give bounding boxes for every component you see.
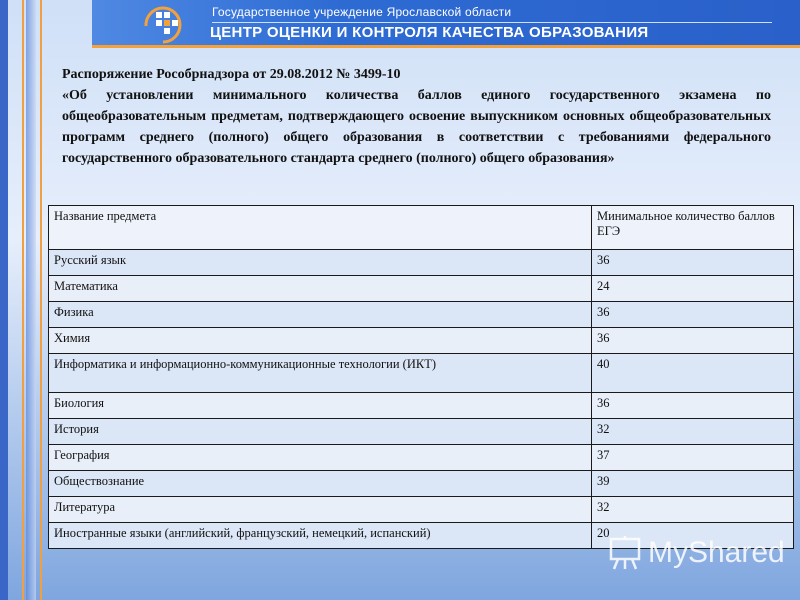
score-cell: 24: [592, 276, 794, 302]
score-cell: 32: [592, 497, 794, 523]
table-row: [49, 328, 794, 354]
left-decor-line-2: [40, 0, 42, 600]
watermark: [608, 535, 785, 571]
header-subject: Название предмета: [49, 206, 592, 250]
order-title: Распоряжение Рособрнадзора от 29.08.2012 № 3499-10: [62, 67, 401, 82]
table-row: [49, 471, 794, 497]
header-min-score: Минимальное количество баллов ЕГЭ: [592, 206, 794, 250]
score-cell: 20: [592, 523, 794, 549]
org-line: Государственное учреждение Ярославской области: [212, 5, 512, 19]
subject-cell: Биология: [49, 393, 592, 419]
score-cell: 36: [592, 328, 794, 354]
score-cell: 39: [592, 471, 794, 497]
table-row: [49, 354, 794, 393]
subject-cell: Химия: [49, 328, 592, 354]
subject-cell: Обществознание: [49, 471, 592, 497]
min-scores-table: [48, 205, 794, 549]
table-row: [49, 250, 794, 276]
subject-cell: История: [49, 419, 592, 445]
subject-cell: Информатика и информационно-коммуникационные технологии (ИКТ): [49, 354, 592, 393]
subject-cell: Русский язык: [49, 250, 592, 276]
org-logo-icon: [142, 4, 184, 44]
score-cell: 32: [592, 419, 794, 445]
table-header-row: [49, 206, 794, 250]
banner-divider: [212, 22, 772, 23]
score-cell: 37: [592, 445, 794, 471]
score-cell: 40: [592, 354, 794, 393]
subject-cell: Физика: [49, 302, 592, 328]
order-subject: «Об установлении минимального количества баллов единого государственного экзамена по общеобразовательным предметам, подтверждающего освоение выпускником основных общеобразовательных программ среднего (полного) общего образования в соответствии с требованиями федерального государственного образовательного стандарта среднего (полного) общего образования»: [62, 88, 771, 166]
table-row: [49, 497, 794, 523]
table-row: [49, 302, 794, 328]
table-row: [49, 393, 794, 419]
left-decor-bar: [0, 0, 8, 600]
banner-accent-line: [92, 45, 800, 48]
watermark-text: MyShared: [648, 536, 785, 569]
table-row: [49, 276, 794, 302]
presentation-board-icon: [608, 535, 642, 571]
subject-cell: Математика: [49, 276, 592, 302]
header-banner: [92, 0, 800, 48]
document-heading: [62, 66, 771, 169]
subject-cell: Литература: [49, 497, 592, 523]
table-row: [49, 419, 794, 445]
score-cell: 36: [592, 393, 794, 419]
left-decor-line: [22, 0, 24, 600]
subject-cell: География: [49, 445, 592, 471]
score-cell: 36: [592, 302, 794, 328]
score-cell: 36: [592, 250, 794, 276]
subject-cell: Иностранные языки (английский, французский, немецкий, испанский): [49, 523, 592, 549]
table-row: [49, 445, 794, 471]
center-title: ЦЕНТР ОЦЕНКИ И КОНТРОЛЯ КАЧЕСТВА ОБРАЗОВАНИЯ: [210, 24, 649, 41]
left-decor-gradient: [26, 0, 36, 600]
